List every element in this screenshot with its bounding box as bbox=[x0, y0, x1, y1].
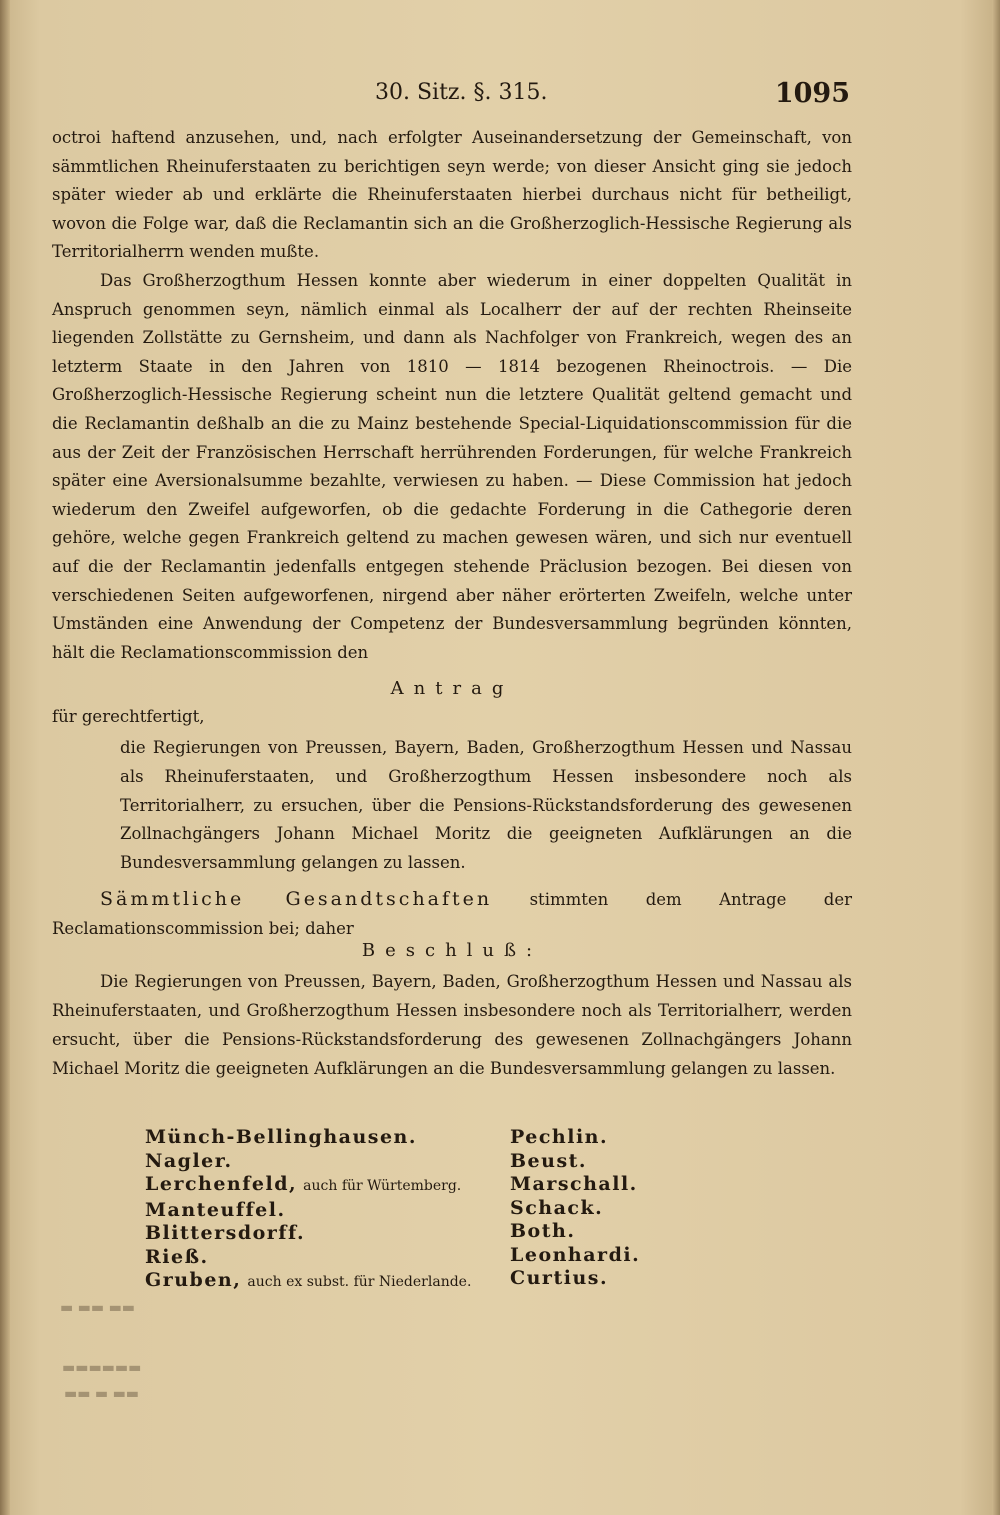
vote-statement bbox=[52, 885, 852, 943]
signature: Pechlin. bbox=[510, 1126, 609, 1148]
page-header bbox=[50, 78, 850, 114]
page-left-edge bbox=[0, 0, 10, 1515]
paragraph-hessen bbox=[52, 267, 852, 667]
signature: Marschall. bbox=[510, 1173, 638, 1195]
bleed-through-mark: ▬▬▬▬▬▬ bbox=[62, 1360, 142, 1376]
signature: Schack. bbox=[510, 1196, 604, 1219]
bleed-through-mark: ▬▬ ▬▬ ▬ bbox=[60, 1300, 136, 1316]
page-number: 1095 bbox=[774, 78, 850, 109]
justified-line: für gerechtfertigt, bbox=[52, 707, 205, 726]
paragraph-text: octroi haftend anzusehen, und, nach erfolgter Auseinandersetzung der Gemeinschaft, von sämmtlichen Rheinuferstaaten zu berichtigen seyn werde; von dieser Ansicht ging sie jedoch später wieder ab und erklärte die Rheinuferstaaten hierbei durchaus nicht für betheiligt, wovon die Folge war, daß die Reclamantin sich an die Großherzoglich-Hessische Regierung als Territorialherrn wenden mußte. bbox=[52, 128, 852, 262]
antrag-heading: Antrag bbox=[390, 678, 514, 699]
signature: Beust. bbox=[510, 1149, 588, 1172]
signature: Curtius. bbox=[510, 1267, 609, 1289]
signature: Nagler. bbox=[145, 1149, 233, 1172]
signature: Leonhardi. bbox=[510, 1243, 641, 1266]
paragraph-text: Das Großherzogthum Hessen konnte aber wiederum in einer doppelten Qualität in Anspruch genommen seyn, nämlich einmal als Localherr der auf der rechten Rheinseite liegenden Zollstätte zu Gernsheim, und dann als Nachfolger von Frankreich, wegen des an letzterm Staate in den Jahren von 1810 — 1814 bezogenen Rheinoctrois. — Die Großherzoglich-Hessische Regierung scheint nun die letztere Qualität geltend gemacht und die Reclamantin deßhalb an die zu Mainz bestehende Special-Liquidationscommission für die aus der Zeit der Französischen Herrschaft herrührenden Forderungen, für welche Frankreich später eine Aversionalsumme bezahlte, verwiesen zu haben. — Diese Commission hat jedoch wiederum den Zweifel aufgeworfen, ob die gedachte Forderung in die Cathegorie deren gehöre, welche gegen Frankreich geltend zu machen gewesen wären, und sich nur eventuell auf die der Reclamantin jedenfalls entgegen stehende Präclusion bezogen. Bei diesen von verschiedenen Seiten aufgeworfenen, nirgend aber näher erörterten Zweifeln, welche unter Umständen eine Anwendung der Competenz der Bundesversammlung begründen könnten, hält die Reclamationscommission den bbox=[52, 271, 852, 662]
signature: Münch-Bellinghausen. bbox=[145, 1126, 417, 1148]
vote-subject: Sämmtliche Gesandtschaften bbox=[100, 888, 493, 910]
signature: Manteuffel. bbox=[145, 1198, 286, 1221]
antrag-text: die Regierungen von Preussen, Bayern, Baden, Großherzogthum Hessen und Nassau als Rheinuferstaaten, und Großherzogthum Hessen insbesondere noch als Territorialherr, zu ersuchen, über die Pensions-Rückstandsforderung des gewesenen Zollnachgängers Johann Michael Moritz die geeigneten Aufklärungen an die Bundesversammlung gelangen zu lassen. bbox=[120, 738, 852, 873]
bleed-through-mark: ▬▬ ▬ ▬▬ bbox=[64, 1386, 140, 1402]
page-right-edge bbox=[992, 0, 1000, 1515]
beschluss-heading: Beschluß: bbox=[361, 940, 543, 961]
vote-rest: stimmten dem Antrage der Reclamationscommission bei; daher bbox=[52, 890, 852, 938]
signature: Both. bbox=[510, 1220, 576, 1242]
signature-block bbox=[145, 1126, 705, 1301]
paragraph-continued bbox=[52, 124, 852, 267]
signature: Lerchenfeld, auch für Würtemberg. bbox=[145, 1173, 462, 1195]
signature: Blittersdorff. bbox=[145, 1222, 306, 1244]
signature-column-left bbox=[145, 1126, 471, 1295]
signature: Gruben, auch ex subst. für Niederlande. bbox=[145, 1269, 472, 1291]
sitting-reference: 30. Sitz. §. 315. bbox=[375, 80, 548, 105]
signature-column-right bbox=[510, 1126, 640, 1291]
signature: Rieß. bbox=[145, 1245, 209, 1268]
decision-text: Die Regierungen von Preussen, Bayern, Baden, Großherzogthum Hessen und Nassau als Rheinuferstaaten, und Großherzogthum Hessen insbesondere noch als Territorialherr, werden ersucht, über die Pensions-Rückstandsforderung des gewesenen Zollnachgängers Johann Michael Moritz die geeigneten Aufklärungen an die Bundesversammlung gelangen zu lassen. bbox=[52, 972, 852, 1078]
